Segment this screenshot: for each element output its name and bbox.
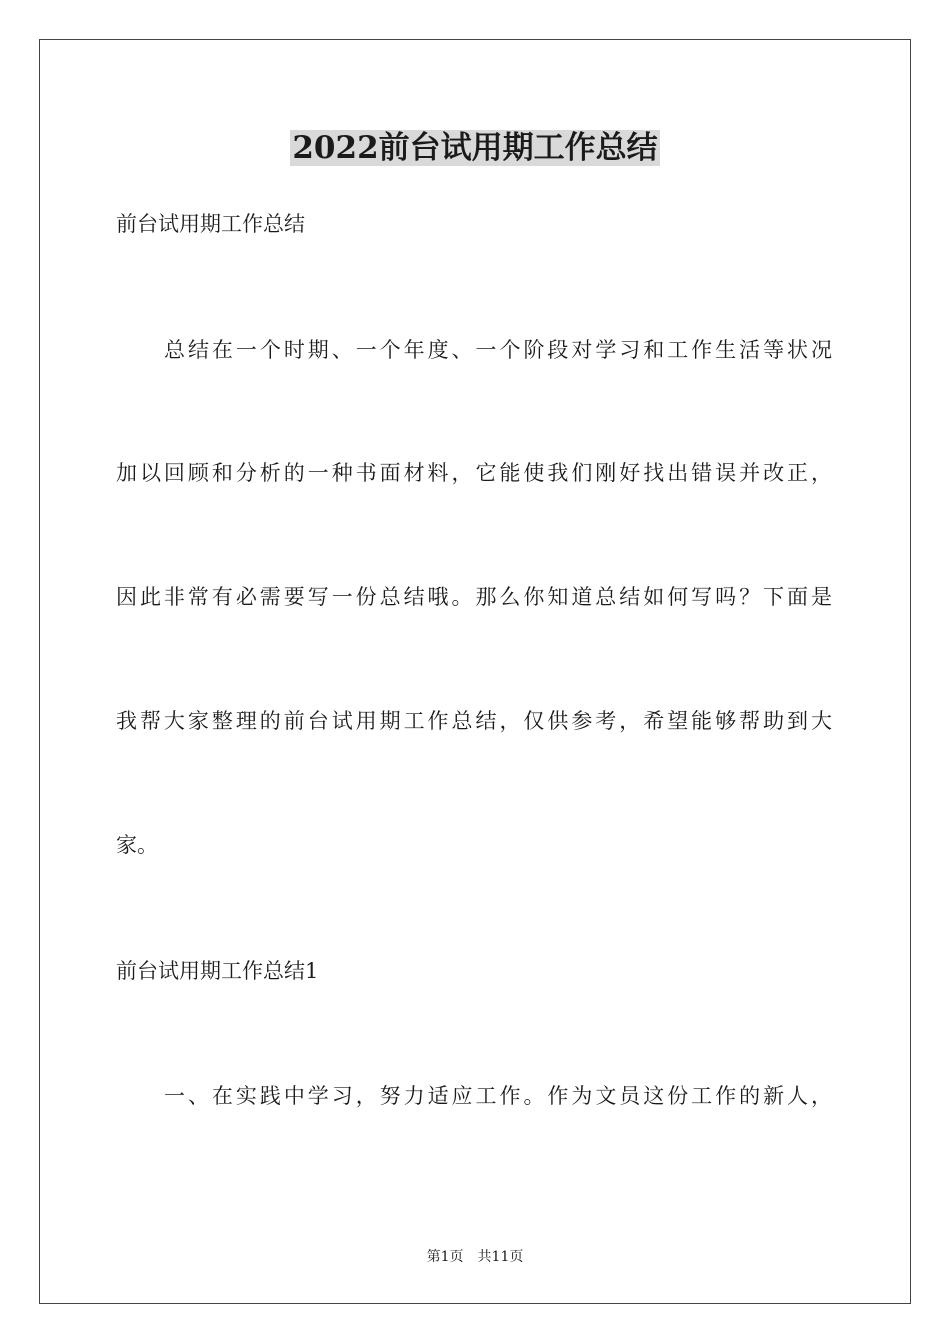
page-total: 共11页: [477, 1249, 524, 1265]
document-title: [0, 128, 950, 168]
document-title-text: 2022前台试用期工作总结: [292, 130, 658, 166]
intro-paragraph-line-1: 总结在一个时期、一个年度、一个阶段对学习和工作生活等状况: [164, 338, 832, 362]
intro-paragraph-line-2: 加以回顾和分析的一种书面材料，它能使我们刚好找出错误并改正，: [116, 461, 832, 485]
section-heading: 前台试用期工作总结1: [116, 959, 319, 983]
section-paragraph-line-1: 一、在实践中学习，努力适应工作。作为文员这份工作的新人，: [164, 1084, 832, 1108]
intro-paragraph-line-5: 家。: [116, 833, 158, 857]
page-number: 第1页: [426, 1249, 464, 1265]
intro-paragraph-line-3: 因此非常有必需要写一份总结哦。那么你知道总结如何写吗？下面是: [116, 585, 832, 609]
document-subtitle: 前台试用期工作总结: [116, 212, 305, 236]
page-footer: [0, 1247, 950, 1267]
intro-paragraph-line-4: 我帮大家整理的前台试用期工作总结，仅供参考，希望能够帮助到大: [116, 709, 832, 733]
